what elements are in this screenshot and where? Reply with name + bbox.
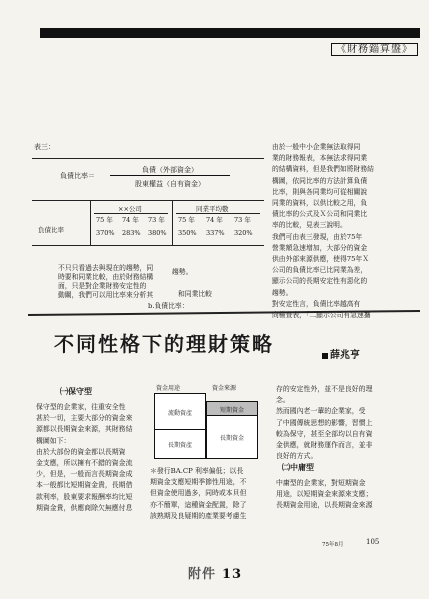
table-underline: [94, 213, 168, 214]
table-year: 75 年: [178, 216, 195, 224]
text-line: 業的財務報表，本無法求得同業: [272, 154, 368, 163]
text-line: 中庸型的企業家，對短期資金: [276, 479, 366, 487]
article-column-1: [36, 402, 148, 514]
text-line: 由於一般中小企業無法取得同: [272, 143, 361, 151]
formula-lhs: 負債比率＝: [60, 172, 95, 180]
upper-mid-text: 趨勢。: [172, 268, 193, 276]
text-line: 動關，我們可以用比率來分析其: [58, 291, 154, 299]
text-line: 該熟期及良疑期的產業要考慮生: [150, 511, 247, 520]
upper-right-text: [272, 142, 422, 321]
table-value: 320%: [234, 229, 253, 237]
text-line: 存的安定性外，並不是良好的理: [276, 385, 373, 393]
table-year: 73 年: [234, 216, 251, 224]
table-divider: [90, 201, 91, 245]
formula-numerator: 負債（外部資金）: [142, 166, 198, 174]
text-line: 對安定性言，負債比率越高有: [272, 299, 361, 308]
text-line: 比率，則與各同業均可從相關說: [272, 187, 368, 196]
table-group-header: 同業平均數: [196, 205, 229, 213]
section-heading: ㈠保守型: [60, 386, 92, 396]
table-value: 337%: [206, 229, 225, 237]
text-line: 亦不簡單，這種資金配置，除了: [150, 500, 247, 509]
text-line: 保守型的企業家，往重安全性: [36, 403, 126, 411]
table-value: 350%: [178, 229, 197, 237]
text-line: 顯示公司的長期安定性有惡化的: [272, 277, 368, 286]
page-number: 105: [366, 538, 380, 546]
square-bullet-icon: [322, 353, 328, 359]
text-line: 然而國內老一輩的企業家，受: [276, 407, 366, 416]
capital-structure-diagram: [154, 383, 266, 461]
text-line: 少，但是，一般而言長期資金成: [36, 470, 133, 479]
issue-date: 75年8月: [322, 542, 344, 548]
attachment-stamp: [188, 563, 242, 582]
table-value: 283%: [122, 229, 141, 237]
text-line: 公司的負債比率已比同業為差，: [272, 266, 368, 275]
text-line: 較為保守，甚至全部均以自有資: [276, 429, 373, 438]
formula: [60, 165, 240, 195]
table-value: 380%: [148, 229, 167, 237]
figure-label: 表三：: [34, 143, 55, 151]
article-title: 不同性格下的理財策略: [54, 332, 274, 356]
page-tear-line: [28, 310, 420, 324]
text-line: 我們可由表三發現，由於75年: [272, 232, 363, 241]
text-line: 用途，以短期資金來源來支應；: [276, 490, 373, 499]
text-line: 但資金使用過多，同時或本貝但: [150, 489, 247, 498]
author-byline: [322, 346, 360, 361]
text-line: 長期資金用途，以長期資金來源: [276, 501, 373, 510]
text-line: 期資金貴，供應商除欠無應付息: [36, 503, 133, 512]
text-line: 款利率，股東要求報酬率均比短: [36, 492, 133, 501]
text-line: 了中國傳統思想的影響，習慣上: [276, 418, 373, 427]
text-line: 面，只是對企業財務安定性的: [58, 282, 147, 290]
table-row-label: 負債比率: [38, 226, 64, 234]
text-line: 源都以長期資金來源，其財務結: [36, 425, 133, 434]
diagram-box: 長期資金: [206, 415, 258, 459]
table-value: 370%: [96, 229, 115, 237]
text-line: 同業的資料，以供比較之用，負: [272, 199, 368, 208]
table-year: 74 年: [122, 216, 139, 224]
table-year: 73 年: [148, 216, 165, 224]
article-column-3-cont: [276, 478, 418, 512]
formula-denominator: 股東權益（自有資金）: [135, 180, 205, 188]
diagram-header: 資金來源: [212, 385, 237, 392]
fraction-bar: [110, 175, 230, 176]
text-line: 構圖如下：: [36, 436, 71, 445]
text-line: 期資金支應短期季節性用途，不: [150, 478, 247, 487]
text-line: 尚檢查表，「二顯示公司有急速攜: [272, 311, 371, 320]
table-underline: [176, 213, 260, 214]
article-column-3: [276, 384, 418, 462]
text-line: 金支應，所以擁有不錯的資金流: [36, 459, 133, 468]
diagram-box: 流動資產: [154, 393, 206, 431]
text-line: 由於大部份的資金都以長期資: [36, 447, 126, 456]
ratio-table: [32, 200, 264, 246]
text-line: 債比率的公式及Ｘ公司和同業比: [272, 210, 368, 219]
section-name: 《財務錙算盤》: [331, 43, 418, 56]
subheading: b.負債比率：: [148, 302, 189, 310]
attachment-number: 13: [222, 567, 243, 582]
diagram-box: 長期資產: [154, 429, 206, 459]
table-year: 74 年: [206, 216, 223, 224]
text-line: 趨勢。: [272, 288, 293, 297]
text-line: 營業額急速增加，大部分的資金: [272, 243, 368, 252]
section-heading: ㈡中庸型: [282, 462, 314, 472]
text-line: 率的比較，見表三說明。: [272, 221, 347, 230]
diagram-box: 短期資金: [206, 401, 258, 417]
table-year: 75 年: [96, 216, 113, 224]
upper-left-text: [58, 264, 158, 300]
text-line: 供由外部來源供應，使得75年Ｘ: [272, 255, 370, 264]
diagram-header: 資金用途: [156, 385, 181, 392]
table-group-header: ××公司: [118, 205, 142, 213]
text-line: 金供應，就財務運作而言，並非: [276, 441, 373, 450]
text-line: ＊發行BA.CP 利率偏低；以長: [150, 467, 244, 475]
text-line: 良好的方式。: [276, 452, 318, 461]
author-name: 薛兆亨: [330, 350, 360, 361]
text-line: 本一般都比短期資金貴，長期借: [36, 481, 133, 490]
table-divider: [172, 201, 173, 245]
attachment-label: 附件: [188, 567, 217, 582]
subheading: 和同業比較: [178, 290, 212, 298]
header-bar: [40, 28, 420, 38]
text-line: 不只只看過去與現在的趨勢，同: [58, 264, 154, 272]
text-line: 的結構資料，但是我們如將財務結: [272, 165, 374, 174]
text-line: 甚於一切，主要大部分的資金來: [36, 414, 133, 423]
article-column-2: [150, 466, 270, 522]
text-line: 構圖，依同比率的方法計算負債: [272, 176, 368, 185]
text-line: 時要和同業比較，由於財務結構: [58, 273, 154, 281]
section-tag: [278, 40, 418, 54]
text-line: 念。: [276, 396, 290, 405]
